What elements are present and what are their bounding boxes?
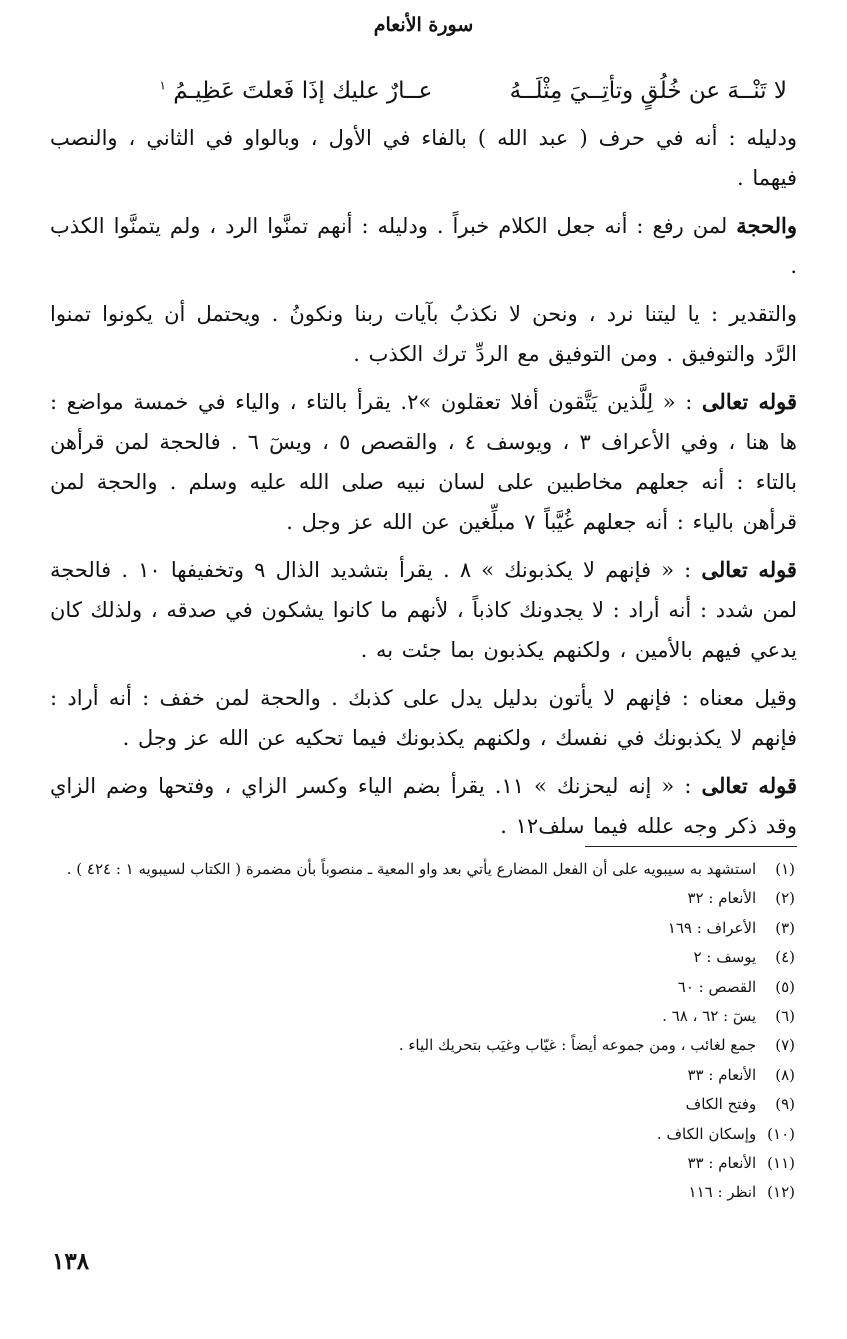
footnote — [40, 1002, 795, 1031]
footnote-divider — [585, 846, 797, 847]
paragraph-lead: قوله تعالى — [701, 773, 797, 798]
paragraph-text: وقيل معناه : فإنهم لا يأتون بدليل يدل على كذبك . والحجة لمن خفف : أنه أراد : فإنهم لا يكذبونك في نفسك ، ولكنهم يكذبونك فيما تحكيه عن الله عز وجل . — [50, 686, 797, 750]
footnote-number: (٧) — [775, 1036, 795, 1055]
poetry-verse — [50, 70, 797, 112]
paragraph — [50, 118, 797, 198]
footnote-number: (٩) — [775, 1095, 795, 1114]
footnotes — [40, 855, 795, 1208]
page-number: ١٣٨ — [52, 1248, 90, 1275]
footnote-number: (٣) — [775, 918, 795, 937]
footnote-text: انظر : ١١٦ — [688, 1183, 757, 1202]
paragraph — [50, 294, 797, 374]
paragraph-text: ودليله : أنه في حرف ( عبد الله ) بالفاء في الأول ، وبالواو في الثاني ، والنصب فيهما . — [50, 126, 797, 190]
footnote-text: جمع لغائب ، ومن جموعه أيضاً : غيّاب وغيَب بتحريك الياء . — [398, 1036, 757, 1055]
footnote-number: (٥) — [775, 977, 795, 996]
footnote-ref: ١ — [159, 78, 166, 93]
footnote-text: يسٓ : ٦٢ ، ٦٨ . — [662, 1007, 757, 1026]
footnote-text: وإسكان الكاف . — [656, 1124, 757, 1143]
footnote-text: الأنعام : ٣٣ — [687, 1065, 757, 1084]
footnote — [40, 855, 795, 884]
footnote-text: القصص : ٦٠ — [677, 977, 757, 996]
paragraph-text: : « فإنهم لا يكذبونك » ٨ . يقرأ بتشديد الذال ٩ وتخفيفها ١٠ . فالحجة لمن شدد : أنه أراد : لا يجدونك كاذباً ، لأنهم ما كانوا يشكون في صدقه ، ولذلك كان يدعي فيهم بالأمين ، ولكنهم يكذبون بما جئت به . — [50, 558, 797, 662]
footnote — [40, 1120, 795, 1149]
footnote-text: وفتح الكاف — [685, 1095, 757, 1114]
footnote-number: (٦) — [775, 1007, 795, 1026]
paragraph — [50, 550, 797, 670]
footnote-number: (٤) — [775, 948, 795, 967]
footnote-number: (١٠) — [767, 1124, 795, 1143]
footnote — [40, 1149, 795, 1178]
footnote — [40, 973, 795, 1002]
paragraph — [50, 678, 797, 758]
footnote — [40, 1090, 795, 1119]
footnote-number: (٨) — [775, 1065, 795, 1084]
paragraph — [50, 382, 797, 542]
main-text — [50, 70, 797, 854]
paragraph-text: : « لِلَّذين يَتَّقون أفلا تعقلون »٢. يقرأ بالتاء ، والياء في خمسة مواضع : ها هنا ، وفي الأعراف ٣ ، ويوسف ٤ ، والقصص ٥ ، ويسٓ ٦ . فالحجة لمن قرأهن بالتاء : أنه جعلهم مخاطبين على لسان نبيه صلى الله عليه وسلم . والحجة لمن قرأهن بالياء : أنه جعلهم غُيَّباً ٧ مبلِّغين عن الله عز وجل . — [50, 390, 797, 534]
verse-second-hemistich: عــارٌ عليك إذَا فَعلتَ عَظِيـمُ — [173, 78, 433, 104]
paragraph-text: والتقدير : يا ليتنا نرد ، ونحن لا نكذبُ بآيات ربنا ونكونُ . ويحتمل أن يكونوا تمنوا الرَّد والتوفيق . ومن التوفيق مع الردِّ ترك الكذب . — [50, 302, 797, 366]
paragraph — [50, 766, 797, 846]
footnote-number: (١١) — [767, 1154, 795, 1173]
footnote — [40, 914, 795, 943]
footnote — [40, 1031, 795, 1060]
page-header: سورة الأنعام — [373, 14, 474, 36]
footnote-number: (٢) — [775, 889, 795, 908]
verse-first-hemistich: لا تَنْــهَ عن خُلُقٍ وتأتِــيَ مِثْلَــهُ — [509, 78, 787, 104]
footnote-text: الأعراف : ١٦٩ — [667, 918, 757, 937]
paragraph-lead: والحجة — [736, 213, 797, 238]
footnote-number: (١٢) — [767, 1183, 795, 1202]
footnote-text: يوسف : ٢ — [693, 948, 757, 967]
paragraph-text: لمن رفع : أنه جعل الكلام خبراً . ودليله : أنهم تمنَّوا الرد ، ولم يتمنَّوا الكذب . — [50, 214, 797, 278]
paragraph-lead: قوله تعالى — [701, 389, 797, 414]
footnote-text: الأنعام : ٣٢ — [687, 889, 757, 908]
footnote — [40, 884, 795, 913]
paragraph-text: : « إنه ليحزنك » ١١. يقرأ بضم الياء وكسر الزاي ، وفتحها وضم الزاي وقد ذكر وجه علله فيما سلف١٢ . — [50, 774, 797, 838]
footnote — [40, 1178, 795, 1207]
footnote-text: استشهد به سيبويه على أن الفعل المضارع يأتي بعد واو المعية ـ منصوباً بأن مضمرة ( الكتاب لسيبويه ١ : ٤٢٤ ) . — [66, 860, 757, 878]
footnote — [40, 1061, 795, 1090]
footnote-number: (١) — [775, 860, 795, 878]
footnote — [40, 943, 795, 972]
footnote-text: الأنعام : ٣٣ — [687, 1154, 757, 1173]
paragraph-lead: قوله تعالى — [701, 557, 797, 582]
paragraph — [50, 206, 797, 286]
